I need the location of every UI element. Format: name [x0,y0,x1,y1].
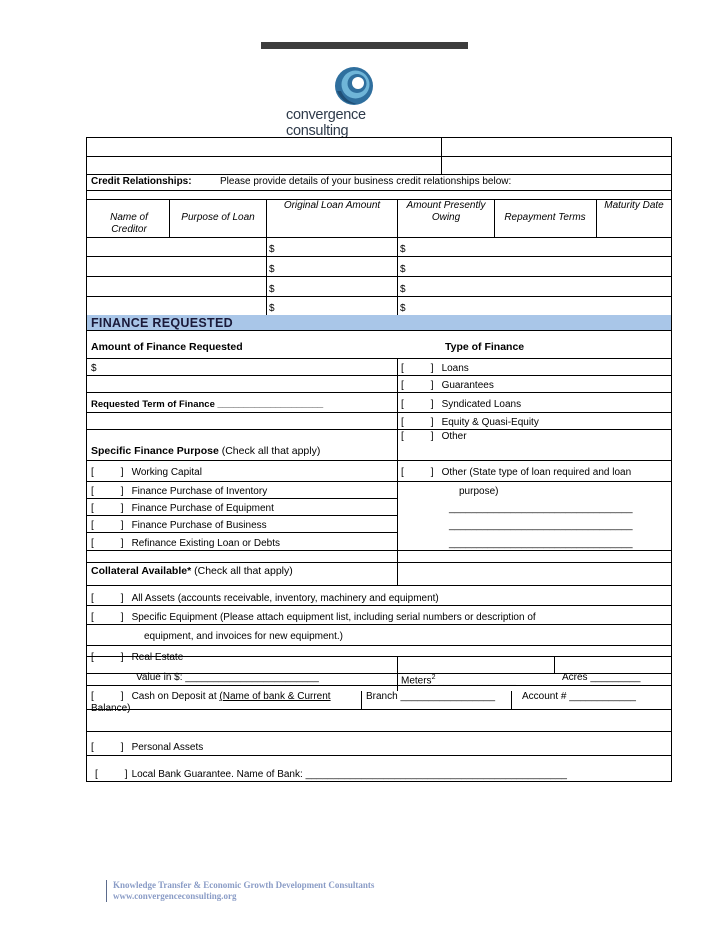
credit-instruction: Please provide details of your business credit relationships below: [220,176,512,187]
header-purpose-of-loan: Purpose of Loan [181,212,255,223]
collateral-all-assets-checkbox[interactable]: [ ] All Assets (accounts receivable, inventory, machinery and equipment) [91,593,439,604]
purpose-inventory-checkbox[interactable]: [ ] Finance Purchase of Inventory [91,486,268,497]
finance-requested-title: FINANCE REQUESTED [91,316,233,330]
collateral-cash-deposit-checkbox[interactable]: [ ] Cash on Deposit at (Name of bank & Current [91,691,331,702]
other-purpose-line[interactable]: _________________________________ [449,520,633,531]
spiral-logo-icon [333,65,375,107]
header-bar [261,42,468,49]
footer-block [106,880,374,902]
original-amount-currency: $ [269,303,275,314]
credit-finance-form [86,137,672,782]
header-maturity-date: Maturity Date [604,200,664,211]
amount-of-finance-label: Amount of Finance Requested [91,341,243,353]
collateral-local-bank-guarantee-checkbox[interactable]: [ ] Local Bank Guarantee. Name of Bank: _______________________________________________ [95,769,567,780]
original-amount-currency: $ [269,284,275,295]
branch-field[interactable]: Branch _________________ [366,691,496,702]
real-estate-acres-field[interactable]: Acres _________ [562,672,641,683]
amount-currency: $ [91,363,97,374]
type-other-checkbox[interactable]: [ ] Other [401,431,467,442]
amount-owing-currency: $ [400,264,406,275]
collateral-specific-equipment-checkbox[interactable]: [ ] Specific Equipment (Please attach equipment list, including serial numbers or description of [91,612,536,623]
type-equity-checkbox[interactable]: [ ] Equity & Quasi-Equity [401,417,539,428]
purpose-business-checkbox[interactable]: [ ] Finance Purchase of Business [91,520,267,531]
collateral-personal-assets-checkbox[interactable]: [ ] Personal Assets [91,742,204,753]
footer-website-link[interactable]: www.convergenceconsulting.org [113,891,237,901]
header-name-of-creditor: Name of Creditor [110,212,148,235]
collateral-real-estate-checkbox[interactable]: [ ] Real Estate [91,652,184,663]
amount-owing-currency: $ [400,303,406,314]
credit-relationships-label: Credit Relationships: [91,176,192,187]
amount-owing-currency: $ [400,244,406,255]
specific-equipment-continued: equipment, and invoices for new equipment.) [144,631,344,642]
original-amount-currency: $ [269,264,275,275]
footer-tagline: Knowledge Transfer & Economic Growth Development Consultants [113,880,375,890]
header-repayment-terms: Repayment Terms [504,212,586,223]
type-other-specify-checkbox[interactable]: [ ] Other (State type of loan required and loan [401,467,632,478]
type-guarantees-checkbox[interactable]: [ ] Guarantees [401,380,494,391]
other-purpose-line[interactable]: _________________________________ [449,538,633,549]
header-original-loan-amount: Original Loan Amount [283,200,381,211]
type-of-finance-label: Type of Finance [445,341,525,353]
cash-deposit-balance-label: Balance) [91,703,131,714]
requested-term-label: Requested Term of Finance ____________________ [91,399,324,410]
purpose-equipment-checkbox[interactable]: [ ] Finance Purchase of Equipment [91,503,274,514]
specific-purpose-label: Specific Finance Purpose (Check all that apply) [91,445,321,457]
amount-owing-currency: $ [400,284,406,295]
account-number-field[interactable]: Account # ____________ [522,691,636,702]
real-estate-meters-field[interactable]: Meters$^2$ ______________ [401,674,517,687]
real-estate-value-field[interactable]: Value in $: ________________________ [136,672,319,683]
purpose-working-capital-checkbox[interactable]: [ ] Working Capital [91,467,202,478]
brand-name: convergence consulting [286,107,366,139]
collateral-label: Collateral Available* (Check all that apply) [91,565,293,577]
other-purpose-line[interactable]: _________________________________ [449,503,633,514]
original-amount-currency: $ [269,244,275,255]
header-amount-owing: Amount Presently Owing [406,200,486,223]
type-syndicated-checkbox[interactable]: [ ] Syndicated Loans [401,399,522,410]
purpose-refinance-checkbox[interactable]: [ ] Refinance Existing Loan or Debts [91,538,280,549]
other-purpose-label: purpose) [459,486,499,497]
type-loans-checkbox[interactable]: [ ] Loans [401,363,469,374]
